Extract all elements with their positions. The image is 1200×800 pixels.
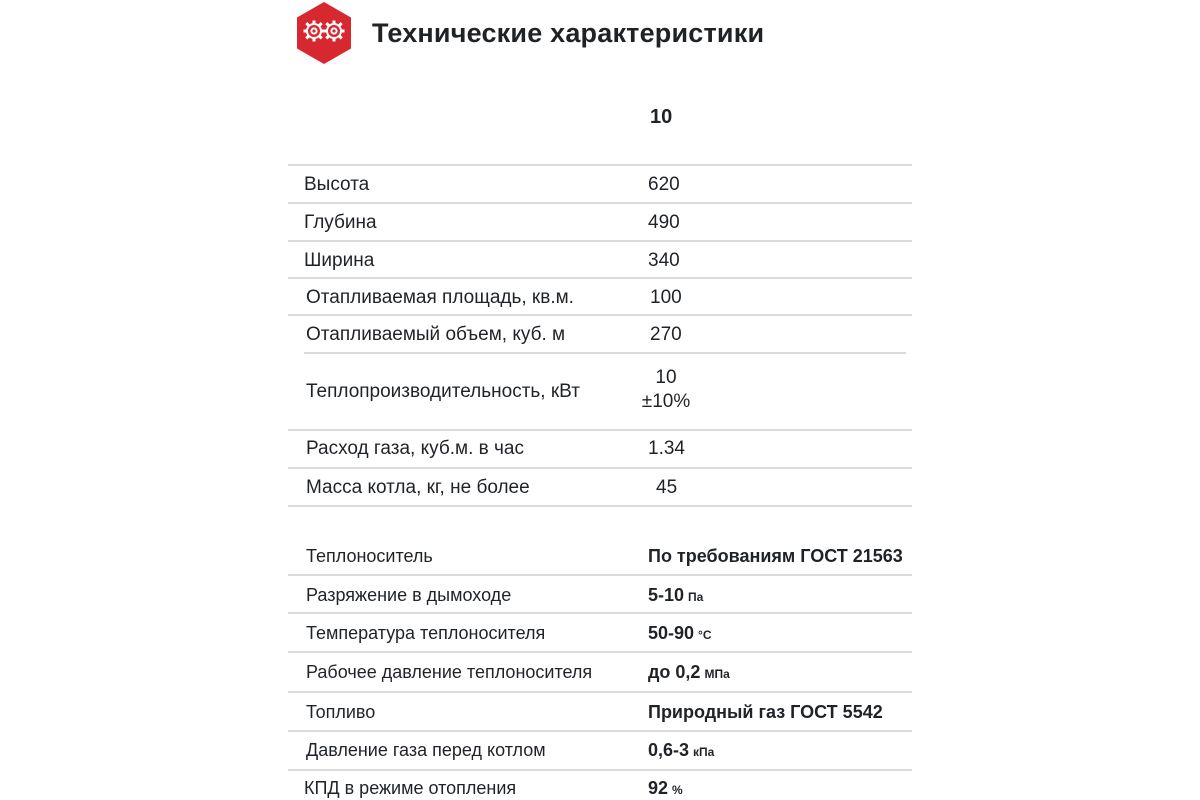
divider [288, 691, 912, 693]
spec-value-number: 92 [648, 777, 669, 798]
spec-label: Высота [304, 174, 370, 195]
spec-value [636, 366, 696, 414]
spec-value: Природный газ ГОСТ 5542 [648, 701, 883, 722]
spec-row-heated-volume [288, 322, 912, 348]
divider [288, 164, 912, 166]
spec-value [648, 740, 714, 761]
spec-unit: кПа [693, 744, 715, 759]
spec-value-main: 10 [655, 367, 677, 388]
spec-row-coolant-temperature [288, 620, 912, 646]
spec-value [648, 778, 683, 799]
spec-label: КПД в режиме отопления [304, 777, 517, 798]
spec-unit: °C [698, 627, 712, 642]
spec-label: Ширина [304, 250, 375, 271]
spec-unit: МПа [704, 666, 730, 681]
divider [288, 277, 912, 279]
divider [304, 352, 906, 354]
spec-label: Разряжение в дымоходе [306, 584, 512, 605]
spec-label: Рабочее давление теплоносителя [306, 661, 593, 682]
divider [288, 314, 912, 316]
spec-value-number: 0,6-3 [648, 739, 690, 760]
divider [288, 467, 912, 469]
spec-row-depth [288, 210, 912, 236]
page-title: Технические характеристики [372, 17, 765, 48]
spec-label: Масса котла, кг, не более [306, 477, 530, 498]
spec-row-working-pressure [288, 659, 912, 685]
spec-row-heated-area [288, 285, 912, 311]
divider [288, 574, 912, 576]
divider [288, 730, 912, 732]
gears-logo-icon [292, 1, 356, 65]
spec-value: 100 [650, 287, 682, 308]
spec-value: 270 [650, 324, 682, 345]
divider [288, 240, 912, 242]
spec-row-gas-consumption [288, 436, 912, 462]
spec-value: По требованиям ГОСТ 21563 [648, 545, 903, 566]
spec-row-chimney-draft [288, 582, 912, 608]
spec-label: Глубина [304, 212, 377, 233]
spec-unit: % [672, 782, 683, 797]
spec-label: Отапливаемая площадь, кв.м. [306, 287, 574, 308]
divider [288, 429, 912, 431]
divider [288, 202, 912, 204]
spec-value-number: 50-90 [648, 622, 695, 643]
spec-row-fuel [288, 699, 912, 725]
spec-value [648, 585, 703, 606]
spec-label: Давление газа перед котлом [306, 739, 546, 760]
spec-label: Теплопроизводительность, кВт [306, 381, 580, 402]
spec-value: 340 [648, 250, 680, 271]
divider [288, 769, 912, 771]
spec-value [648, 623, 712, 644]
spec-value [648, 662, 730, 683]
divider [288, 505, 912, 507]
spec-row-efficiency [288, 776, 912, 800]
spec-row-gas-pressure [288, 737, 912, 763]
spec-value-tolerance: ±10% [641, 391, 691, 412]
spec-row-boiler-mass [288, 475, 912, 501]
spec-value: 490 [648, 212, 680, 233]
spec-row-heat-output [288, 366, 912, 418]
spec-label: Теплоноситель [306, 545, 433, 566]
divider [288, 651, 912, 653]
header [292, 2, 764, 64]
spec-label: Отапливаемый объем, куб. м [306, 324, 566, 345]
spec-value: 620 [648, 174, 680, 195]
spec-label: Топливо [306, 701, 376, 722]
spec-value: 1.34 [648, 438, 685, 459]
spec-row-height [288, 172, 912, 198]
spec-label: Температура теплоносителя [306, 622, 546, 643]
spec-unit: Па [688, 589, 704, 604]
spec-label: Расход газа, куб.м. в час [306, 438, 524, 459]
model-column-header: 10 [650, 106, 673, 128]
spec-value: 45 [656, 477, 678, 498]
spec-value-number: 5-10 [648, 584, 685, 605]
spec-row-coolant [288, 543, 912, 569]
spec-value-number: до 0,2 [648, 661, 701, 682]
spec-row-width [288, 248, 912, 274]
divider [288, 612, 912, 614]
